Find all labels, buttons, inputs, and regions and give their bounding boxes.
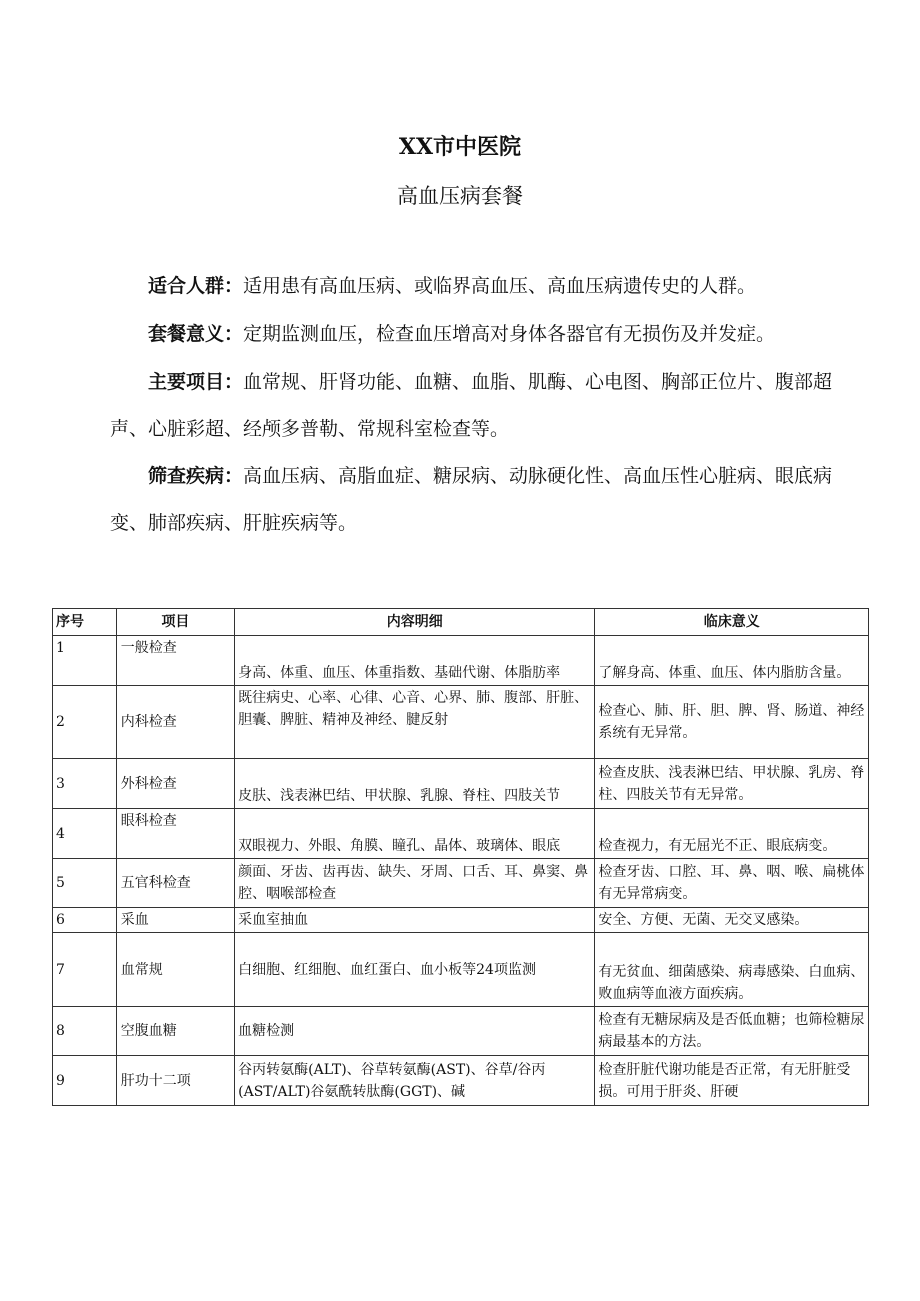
row-item: 眼科检查 — [116, 809, 234, 859]
row-detail: 颜面、牙齿、齿再齿、缺失、牙周、口舌、耳、鼻窦、鼻腔、咽喉部检查 — [235, 859, 595, 908]
checkup-table — [52, 608, 869, 1106]
row-meaning: 检查牙齿、口腔、耳、鼻、咽、喉、扁桃体有无异常病变。 — [595, 859, 869, 908]
row-meaning: 了解身高、体重、血压、体内脂肪含量。 — [595, 636, 869, 686]
row-detail: 血糖检测 — [235, 1007, 595, 1056]
intro-text: 血常规、肝肾功能、血糖、血脂、肌酶、心电图、胸部正位片、腹部超声、心脏彩超、经颅多普勒、常规科室检查等。 — [110, 371, 833, 440]
row-item: 一般检查 — [116, 636, 234, 686]
header-detail: 内容明细 — [235, 609, 595, 636]
table-row — [53, 1007, 869, 1056]
row-detail: 皮肤、浅表淋巴结、甲状腺、乳腺、脊柱、四肢关节 — [235, 759, 595, 809]
row-meaning: 安全、方便、无菌、无交叉感染。 — [595, 908, 869, 933]
intro-screening — [110, 453, 870, 547]
row-detail: 既往病史、心率、心律、心音、心界、肺、腹部、肝脏、胆囊、脾脏、精神及神经、腱反射 — [235, 686, 595, 759]
row-item: 血常规 — [116, 933, 234, 1007]
table-row — [53, 933, 869, 1007]
row-detail: 身高、体重、血压、体重指数、基础代谢、体脂肪率 — [235, 636, 595, 686]
row-no: 5 — [53, 859, 117, 908]
hospital-title: XX市中医院 — [398, 134, 522, 160]
table-row — [53, 809, 869, 859]
table-row — [53, 636, 869, 686]
intro-label: 主要项目： — [148, 371, 244, 393]
table-row — [53, 908, 869, 933]
row-item: 采血 — [116, 908, 234, 933]
intro-label: 筛查疾病： — [148, 465, 244, 487]
package-title: 高血压病套餐 — [397, 184, 523, 208]
header-item: 项目 — [116, 609, 234, 636]
intro-main-items — [110, 359, 870, 453]
intro-text: 定期监测血压，检查血压增高对身体各器官有无损伤及并发症。 — [243, 323, 776, 345]
row-detail: 谷丙转氨酶(ALT)、谷草转氨酶(AST)、谷草/谷丙(AST/ALT)谷氨酰转肽酶(GGT)、碱 — [235, 1056, 595, 1106]
header-meaning: 临床意义 — [595, 609, 869, 636]
row-item: 内科检查 — [116, 686, 234, 759]
table-row — [53, 1056, 869, 1106]
intro-label: 套餐意义： — [148, 323, 244, 345]
row-no: 1 — [53, 636, 117, 686]
table-row — [53, 859, 869, 908]
row-detail: 双眼视力、外眼、角膜、瞳孔、晶体、玻璃体、眼底 — [235, 809, 595, 859]
row-item: 五官科检查 — [116, 859, 234, 908]
intro-significance — [110, 311, 870, 358]
row-meaning: 检查有无糖尿病及是否低血糖；也筛检糖尿病最基本的方法。 — [595, 1007, 869, 1056]
row-meaning: 检查肝脏代谢功能是否正常，有无肝脏受损。可用于肝炎、肝硬 — [595, 1056, 869, 1106]
row-no: 8 — [53, 1007, 117, 1056]
row-meaning: 检查心、肺、肝、胆、脾、肾、肠道、神经系统有无异常。 — [595, 686, 869, 759]
row-item: 外科检查 — [116, 759, 234, 809]
row-no: 6 — [53, 908, 117, 933]
row-no: 3 — [53, 759, 117, 809]
row-no: 4 — [53, 809, 117, 859]
row-no: 9 — [53, 1056, 117, 1106]
row-item: 空腹血糖 — [116, 1007, 234, 1056]
intro-target-group — [110, 263, 870, 310]
header-no: 序号 — [53, 609, 117, 636]
row-item: 肝功十二项 — [116, 1056, 234, 1106]
row-no: 7 — [53, 933, 117, 1007]
table-row — [53, 759, 869, 809]
intro-text: 适用患有高血压病、或临界高血压、高血压病遗传史的人群。 — [243, 275, 757, 297]
intro-label: 适合人群： — [148, 275, 244, 297]
row-meaning: 有无贫血、细菌感染、病毒感染、白血病、败血病等血液方面疾病。 — [595, 933, 869, 1007]
intro-text: 高血压病、高脂血症、糖尿病、动脉硬化性、高血压性心脏病、眼底病变、肺部疾病、肝脏疾病等。 — [110, 465, 833, 534]
row-no: 2 — [53, 686, 117, 759]
table-row — [53, 686, 869, 759]
table-header-row — [53, 609, 869, 636]
row-detail: 白细胞、红细胞、血红蛋白、血小板等24项监测 — [235, 933, 595, 1007]
row-detail: 采血室抽血 — [235, 908, 595, 933]
row-meaning: 检查皮肤、浅表淋巴结、甲状腺、乳房、脊柱、四肢关节有无异常。 — [595, 759, 869, 809]
row-meaning: 检查视力，有无屈光不正、眼底病变。 — [595, 809, 869, 859]
